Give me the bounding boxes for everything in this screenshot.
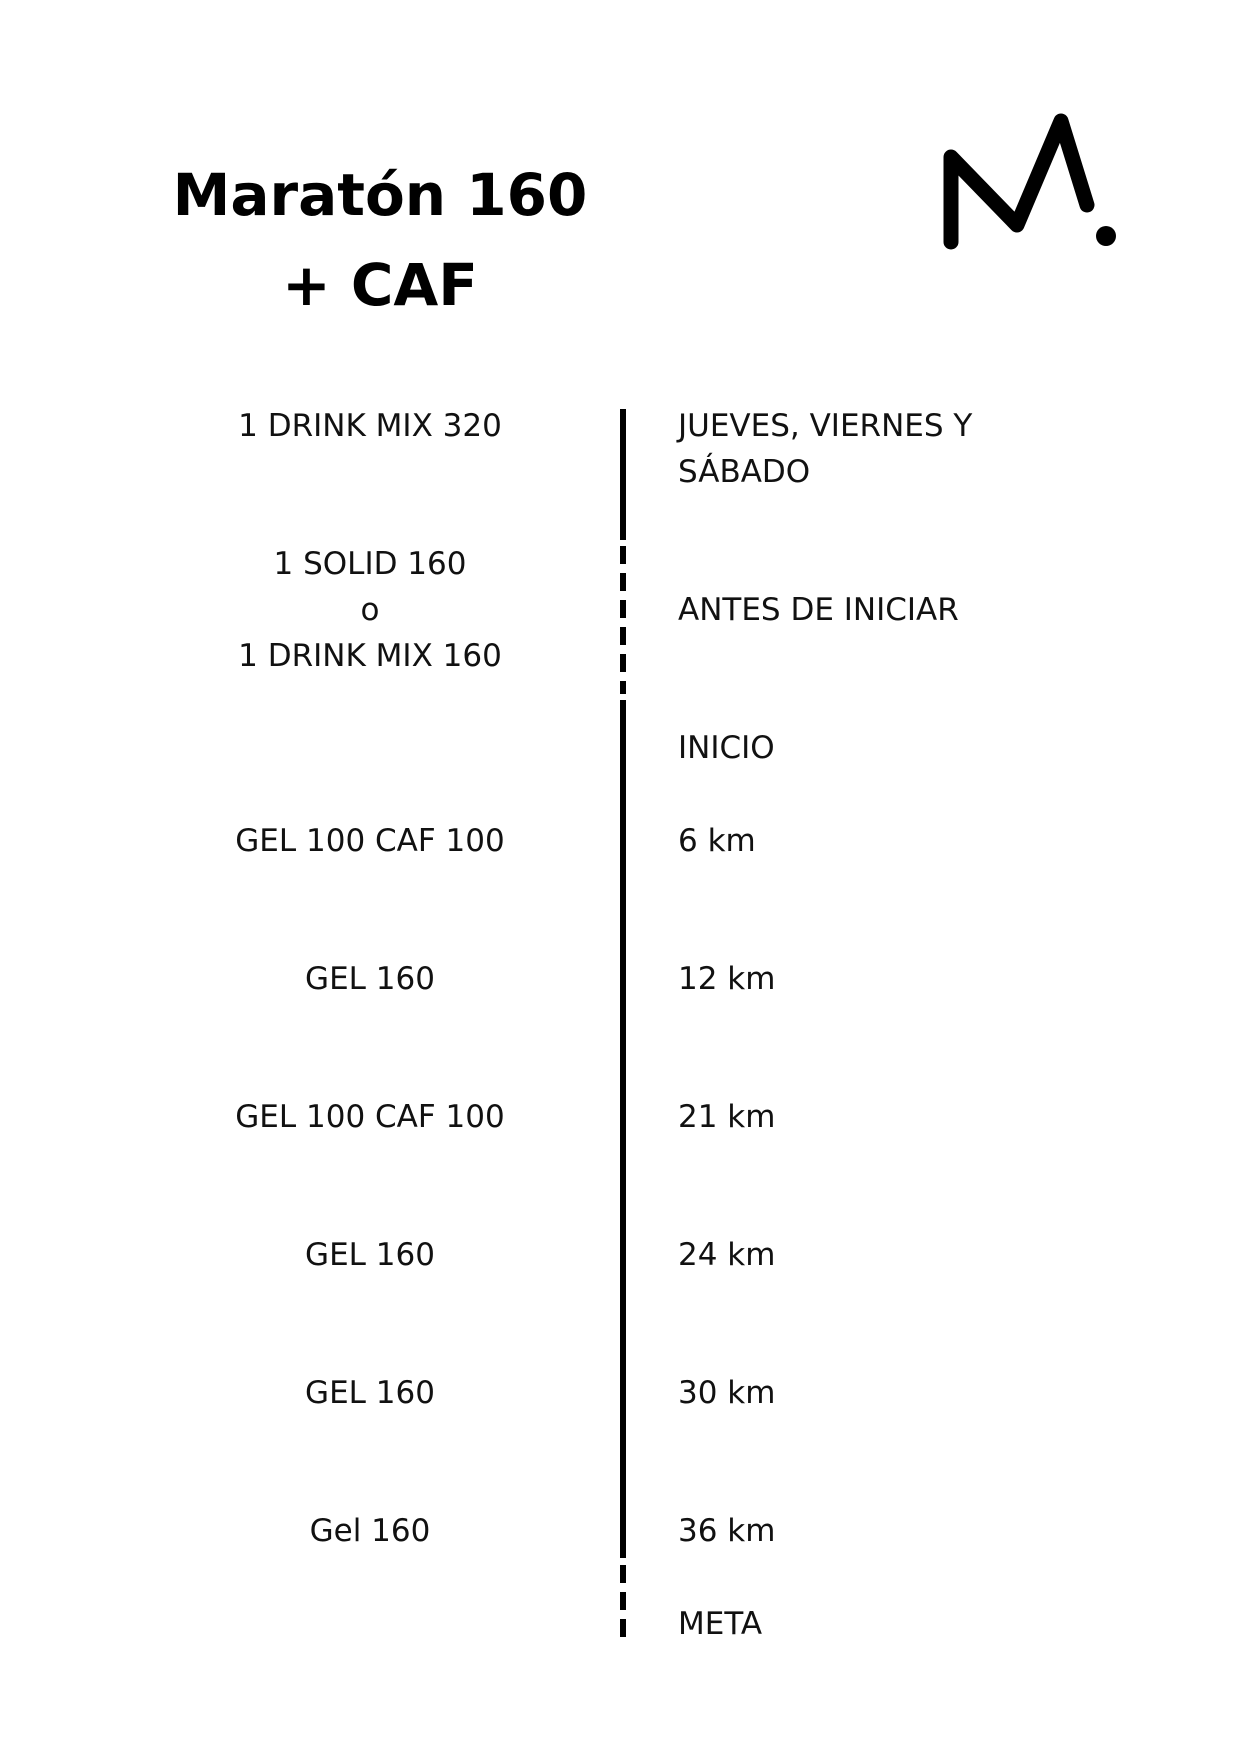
checkpoint-4: 6 km	[678, 823, 756, 859]
fuel-item-1: 1 DRINK MIX 320	[238, 408, 502, 444]
checkpoint-8: 30 km	[678, 1375, 776, 1411]
fuel-item-5: GEL 160	[305, 961, 435, 997]
checkpoint-3: INICIO	[678, 730, 775, 766]
checkpoint-9: 36 km	[678, 1513, 776, 1549]
fuel-item-6: GEL 100 CAF 100	[235, 1099, 505, 1135]
checkpoint-1: JUEVES, VIERNES Y SÁBADO	[678, 408, 973, 490]
fuel-item-2-line-1: 1 SOLID 160	[273, 546, 467, 582]
fuel-item-2-line-2: o	[360, 592, 380, 628]
fuel-item-2-line-3: 1 DRINK MIX 160	[238, 638, 502, 674]
checkpoint-7: 24 km	[678, 1237, 776, 1273]
timeline-segment-dashed-2	[620, 1565, 626, 1640]
fuel-item-8: GEL 160	[305, 1375, 435, 1411]
page-title	[160, 150, 600, 330]
timeline-segment-dashed-1	[620, 546, 626, 694]
timeline-segment-solid-1	[620, 409, 626, 540]
fuel-item-7: GEL 160	[305, 1237, 435, 1273]
checkpoint-2: ANTES DE INICIAR	[678, 592, 959, 628]
title-line-1: Maratón 160	[172, 161, 588, 229]
checkpoint-6: 21 km	[678, 1099, 776, 1135]
fuel-item-9: Gel 160	[309, 1513, 431, 1549]
maurten-m-logo-icon	[935, 105, 1135, 255]
fuel-item-2	[170, 541, 570, 679]
checkpoint-5: 12 km	[678, 961, 776, 997]
fuel-item-4: GEL 100 CAF 100	[235, 823, 505, 859]
checkpoint-10: META	[678, 1606, 763, 1642]
timeline-segment-solid-2	[620, 700, 626, 1558]
title-line-2: + CAF	[282, 251, 478, 319]
